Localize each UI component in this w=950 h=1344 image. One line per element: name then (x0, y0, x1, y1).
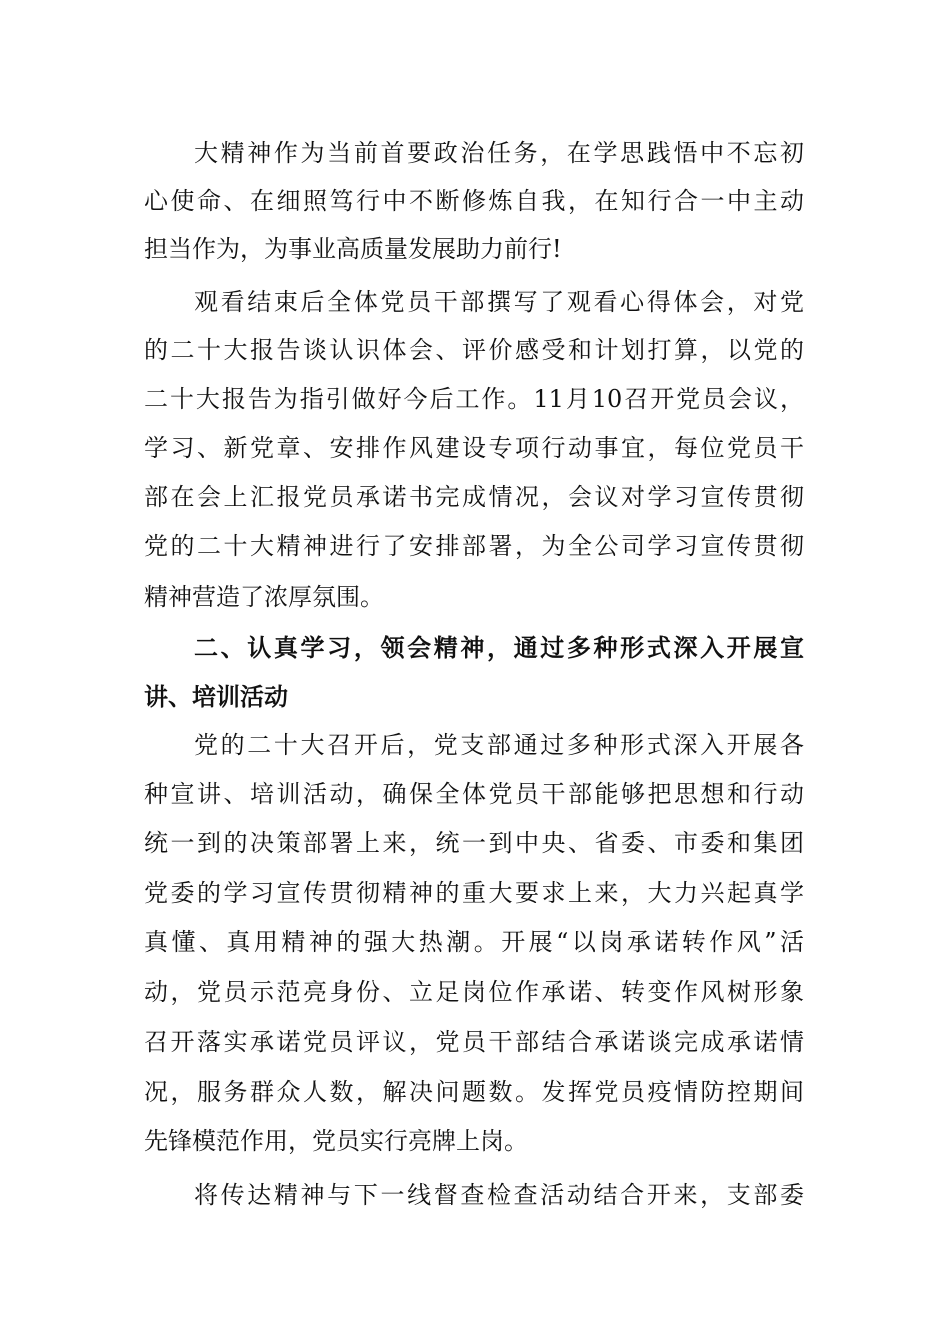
paragraph-line: 党委的学习宣传贯彻精神的重大要求上来，大力兴起真学 (144, 879, 804, 907)
paragraph-line: 学习、新党章、安排作风建设专项行动事宜，每位党员干 (144, 434, 804, 462)
paragraph-line: 党的二十大召开后，党支部通过多种形式深入开展各 (194, 731, 804, 759)
paragraph-line: 况，服务群众人数，解决问题数。发挥党员疫情防控期间 (144, 1078, 804, 1106)
paragraph-line: 部在会上汇报党员承诺书完成情况，会议对学习宣传贯彻 (144, 483, 804, 511)
paragraph-line: 观看结束后全体党员干部撰写了观看心得体会，对党 (194, 288, 804, 316)
paragraph-line: 精神营造了浓厚氛围。 (144, 583, 384, 611)
paragraph-line: 先锋模范作用，党员实行亮牌上岗。 (144, 1127, 528, 1155)
paragraph-line: 召开落实承诺党员评议，党员干部结合承诺谈完成承诺情 (144, 1028, 804, 1056)
paragraph-line: 将传达精神与下一线督查检查活动结合开来，支部委 (194, 1181, 804, 1209)
section-heading: 二、认真学习，领会精神，通过多种形式深入开展宣 (194, 634, 804, 662)
paragraph-line: 真懂、真用精神的强大热潮。开展“以岗承诺转作风”活 (144, 928, 804, 956)
paragraph-line: 大精神作为当前首要政治任务，在学思践悟中不忘初 (194, 139, 804, 167)
paragraph-line: 心使命、在细照笃行中不断修炼自我，在知行合一中主动 (144, 187, 804, 215)
paragraph-line: 动，党员示范亮身份、立足岗位作承诺、转变作风树形象 (144, 978, 804, 1006)
paragraph-line: 二十大报告为指引做好今后工作。11月10召开党员会议， (144, 385, 804, 413)
paragraph-line: 担当作为，为事业高质量发展助力前行! (144, 235, 562, 263)
paragraph-line: 的二十大报告谈认识体会、评价感受和计划打算，以党的 (144, 336, 804, 364)
paragraph-line: 党的二十大精神进行了安排部署，为全公司学习宣传贯彻 (144, 532, 804, 560)
paragraph-line: 种宣讲、培训活动，确保全体党员干部能够把思想和行动 (144, 780, 804, 808)
paragraph-line: 统一到的决策部署上来，统一到中央、省委、市委和集团 (144, 829, 804, 857)
section-heading: 讲、培训活动 (144, 683, 288, 711)
